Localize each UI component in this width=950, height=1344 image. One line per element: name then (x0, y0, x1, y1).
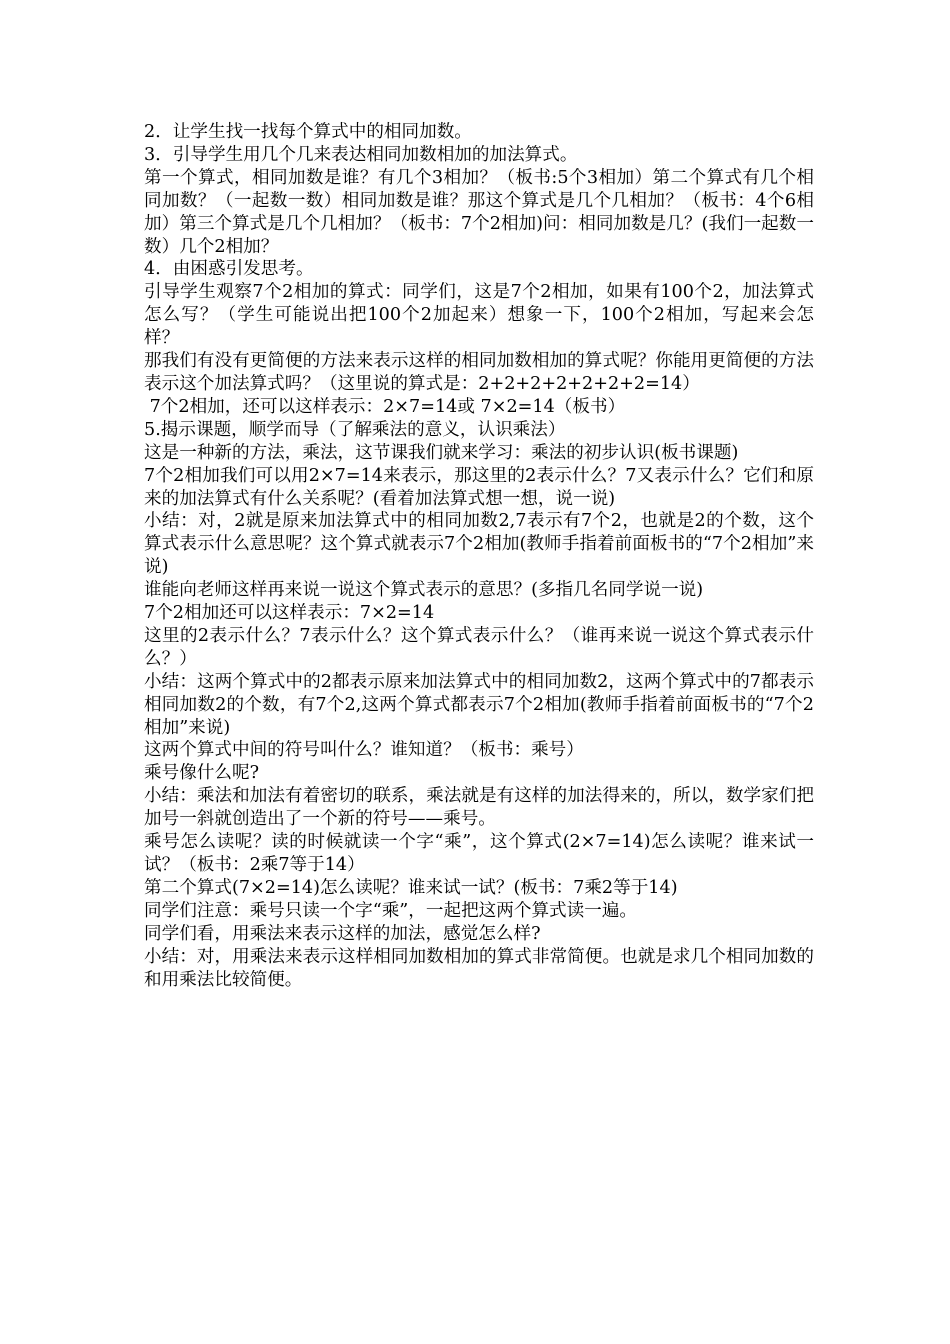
paragraph-feeling: 同学们看，用乘法来表示这样的加法，感觉怎么样? (144, 923, 541, 944)
paragraph-step-4: 4．由困惑引发思考。 (144, 259, 314, 280)
paragraph-simpler-method: 那我们有没有更简便的方法来表示这样的相同加数相加的算式呢？你能用更简便的方法表示这个加法算式吗？（这里说的算式是：2+2+2+2+2+2+2=14） (144, 351, 814, 394)
lesson-text (144, 121, 814, 991)
paragraph-new-method: 这是一种新的方法，乘法，这节课我们就来学习：乘法的初步认识(板书课题) (144, 442, 739, 463)
paragraph-first-expression: 第一个算式，相同加数是谁？有几个3相加？（板书:5个3相加）第二个算式有几个相同加数？（一起数一数）相同加数是谁？那这个算式是几个几相加？（板书：4个6相加）第三个算式是几个几相加？（板书：7个2相加)问：相同加数是几？(我们一起数一数）几个2相加？ (144, 167, 814, 257)
paragraph-attention: 同学们注意：乘号只读一个字“乘”，一起把这两个算式读一遍。 (144, 900, 638, 921)
paragraph-meaning-question-2: 这里的2表示什么？7表示什么？这个算式表示什么？（谁再来说一说这个算式表示什么？） (144, 625, 814, 669)
paragraph-symbol-shape: 乘号像什么呢? (144, 763, 259, 784)
paragraph-summary-3: 小结：乘法和加法有着密切的联系，乘法就是有这样的加法得来的，所以，数学家们把加号一斜就创造出了一个新的符号——乘号。 (144, 786, 814, 830)
paragraph-summary-1: 小结：对，2就是原来加法算式中的相同加数2,7表示有7个2，也就是2的个数，这个算式表示什么意思呢？这个算式就表示7个2相加(教师手指着前面板书的“7个2相加”来说) (144, 511, 814, 578)
paragraph-symbol-name: 这两个算式中间的符号叫什么？谁知道？（板书：乘号） (144, 740, 584, 761)
paragraph-seven-twos: 7个2相加，还可以这样表示：2×7=14或 7×2=14（板书） (144, 396, 626, 417)
paragraph-step-3: 3．引导学生用几个几来表达相同加数相加的加法算式。 (144, 144, 578, 165)
paragraph-step-5: 5.揭示课题，顺学而导（了解乘法的意义，认识乘法） (144, 419, 566, 440)
paragraph-summary-4: 小结：对，用乘法来表示这样相同加数相加的算式非常简便。也就是求几个相同加数的和用乘法比较简便。 (144, 946, 814, 990)
paragraph-step-2: 2．让学生找一找每个算式中的相同加数。 (144, 122, 472, 142)
paragraph-how-to-read: 乘号怎么读呢？读的时候就读一个字“乘”，这个算式(2×7=14)怎么读呢？谁来试一试？（板书：2乘7等于14） (144, 832, 814, 875)
paragraph-observe: 引导学生观察7个2相加的算式：同学们，这是7个2相加，如果有100个2，加法算式怎么写？（学生可能说出把100个2加起来）想象一下，100个2相加，写起来会怎样？ (144, 282, 814, 349)
paragraph-who-can-say: 谁能向老师这样再来说一说这个算式表示的意思？(多指几名同学说一说) (144, 580, 704, 601)
paragraph-second-expression-read: 第二个算式(7×2=14)怎么读呢？谁来试一试？(板书：7乘2等于14) (144, 877, 678, 898)
paragraph-alt-expression: 7个2相加还可以这样表示：7×2=14 (144, 603, 435, 624)
paragraph-summary-2: 小结：这两个算式中的2都表示原来加法算式中的相同加数2，这两个算式中的7都表示相同加数2的个数，有7个2,这两个算式都表示7个2相加(教师手指着前面板书的“7个2相加”来说) (144, 671, 814, 738)
paragraph-meaning-question: 7个2相加我们可以用2×7=14来表示，那这里的2表示什么？7又表示什么？它们和原来的加法算式有什么关系呢？(看着加法算式想一想，说一说) (144, 465, 814, 509)
